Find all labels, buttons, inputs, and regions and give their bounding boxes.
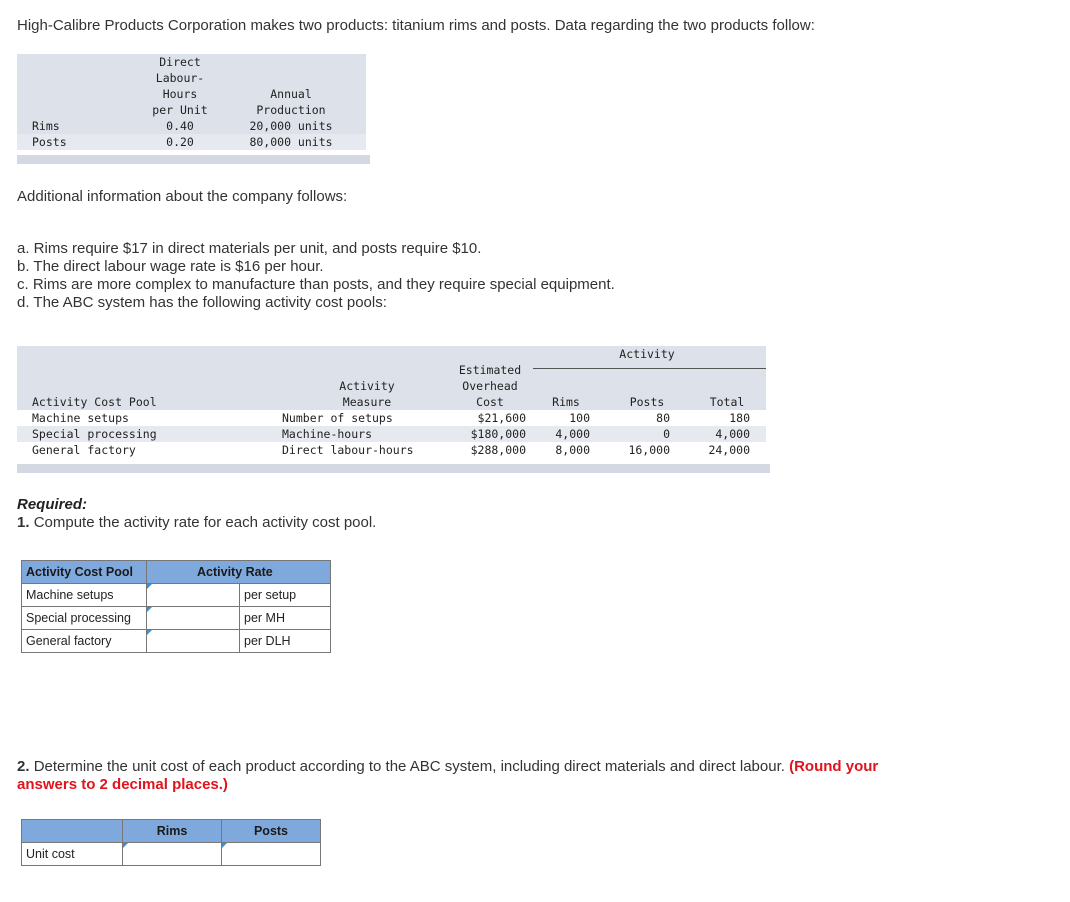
pool-row-2-measure: Machine-hours — [282, 427, 373, 441]
row-posts-prod: 80,000 units — [249, 135, 333, 149]
rate-header-pool: Activity Cost Pool — [22, 561, 147, 584]
unit-cost-header-blank — [22, 820, 123, 843]
header-measure-2: Measure — [342, 395, 392, 409]
rate-row-2-pool: Special processing — [22, 607, 147, 630]
pool-row-2-rims: 4,000 — [555, 427, 590, 441]
pool-row-1-measure: Number of setups — [282, 411, 393, 425]
header-prod-2: Production — [256, 103, 326, 117]
unit-cost-table — [21, 819, 321, 866]
rate-row-3-input-cell[interactable] — [147, 630, 240, 653]
rate-header-rate: Activity Rate — [147, 561, 331, 584]
row-rims-label: Rims — [32, 119, 60, 133]
header-cost-1: Estimated — [447, 362, 533, 378]
rate-row-1-input-cell[interactable] — [147, 584, 240, 607]
question-2-number: 2. — [17, 758, 30, 775]
additional-info-text: Additional information about the company follows: — [17, 188, 348, 205]
table-row — [22, 843, 321, 866]
unit-cost-label: Unit cost — [22, 843, 123, 866]
unit-cost-header-rims: Rims — [123, 820, 222, 843]
pool-row-1-name: Machine setups — [32, 411, 129, 425]
rims-unit-cost-input[interactable] — [127, 844, 217, 864]
header-prod-1: Annual — [270, 87, 312, 101]
header-rims: Rims — [552, 395, 580, 409]
question-2-note-2: answers to 2 decimal places.) — [17, 776, 228, 793]
row-rims-prod: 20,000 units — [249, 119, 333, 133]
item-b: b. The direct labour wage rate is $16 per hour. — [17, 258, 324, 275]
activity-pools-table — [17, 346, 770, 473]
item-d: d. The ABC system has the following activity cost pools: — [17, 294, 387, 311]
pool-row-2-total: 4,000 — [715, 427, 750, 441]
table-row — [22, 607, 331, 630]
pool-row-1-rims: 100 — [569, 411, 590, 425]
pool-row-3-total: 24,000 — [708, 443, 750, 457]
table-row — [22, 630, 331, 653]
header-activity-group: Activity — [619, 347, 675, 361]
pool-row-3-measure: Direct labour-hours — [282, 443, 414, 457]
pool-row-3-rims: 8,000 — [555, 443, 590, 457]
pool-row-3-cost: $288,000 — [470, 443, 526, 457]
row-posts-dlh: 0.20 — [166, 135, 194, 149]
pool-row-3-posts: 16,000 — [628, 443, 670, 457]
unit-cost-posts-cell[interactable] — [222, 843, 321, 866]
table-row — [22, 584, 331, 607]
rate-row-2-unit: per MH — [240, 607, 331, 630]
rate-row-1-pool: Machine setups — [22, 584, 147, 607]
header-dlh-3: Hours — [162, 87, 198, 101]
pool-row-3-name: General factory — [32, 443, 136, 457]
pool-row-1-total: 180 — [729, 411, 750, 425]
item-a: a. Rims require $17 in direct materials per unit, and posts require $10. — [17, 240, 482, 257]
question-2-text: Determine the unit cost of each product according to the ABC system, including direct materials and direct labour. — [33, 758, 785, 775]
pool-row-1-posts: 80 — [656, 411, 670, 425]
pool-row-2-cost: $180,000 — [470, 427, 526, 441]
unit-cost-header-posts: Posts — [222, 820, 321, 843]
pool-row-2-posts: 0 — [663, 427, 670, 441]
question-2-note-1: (Round your — [789, 758, 879, 775]
general-factory-rate-input[interactable] — [151, 631, 235, 651]
header-measure-1: Activity — [339, 379, 395, 393]
posts-unit-cost-input[interactable] — [226, 844, 316, 864]
machine-setups-rate-input[interactable] — [151, 585, 235, 605]
question-1 — [17, 514, 376, 531]
header-cost-2: Overhead — [462, 379, 518, 393]
item-c: c. Rims are more complex to manufacture than posts, and they require special equipment. — [17, 276, 615, 293]
header-dlh-4: per Unit — [152, 103, 208, 117]
row-rims-dlh: 0.40 — [166, 119, 194, 133]
rate-row-3-pool: General factory — [22, 630, 147, 653]
special-processing-rate-input[interactable] — [151, 608, 235, 628]
question-1-number: 1. — [17, 514, 30, 531]
products-table — [17, 54, 370, 164]
header-dlh-1: Direct — [159, 55, 201, 69]
header-cost-3: Cost — [476, 395, 504, 409]
question-1-text: Compute the activity rate for each activity cost pool. — [33, 514, 377, 531]
rate-row-3-unit: per DLH — [240, 630, 331, 653]
activity-rate-table — [21, 560, 331, 653]
header-pool: Activity Cost Pool — [32, 395, 157, 409]
rate-row-2-input-cell[interactable] — [147, 607, 240, 630]
pool-row-1-cost: $21,600 — [477, 411, 526, 425]
unit-cost-rims-cell[interactable] — [123, 843, 222, 866]
header-total: Total — [709, 395, 745, 409]
pool-row-2-name: Special processing — [32, 427, 157, 441]
row-posts-label: Posts — [32, 135, 67, 149]
question-2 — [17, 758, 937, 794]
required-label: Required: — [17, 496, 88, 513]
intro-text: High-Calibre Products Corporation makes two products: titanium rims and posts. Data regarding the two products follow: — [17, 17, 815, 34]
header-posts: Posts — [629, 395, 665, 409]
header-dlh-2: Labour- — [155, 71, 205, 85]
rate-row-1-unit: per setup — [240, 584, 331, 607]
